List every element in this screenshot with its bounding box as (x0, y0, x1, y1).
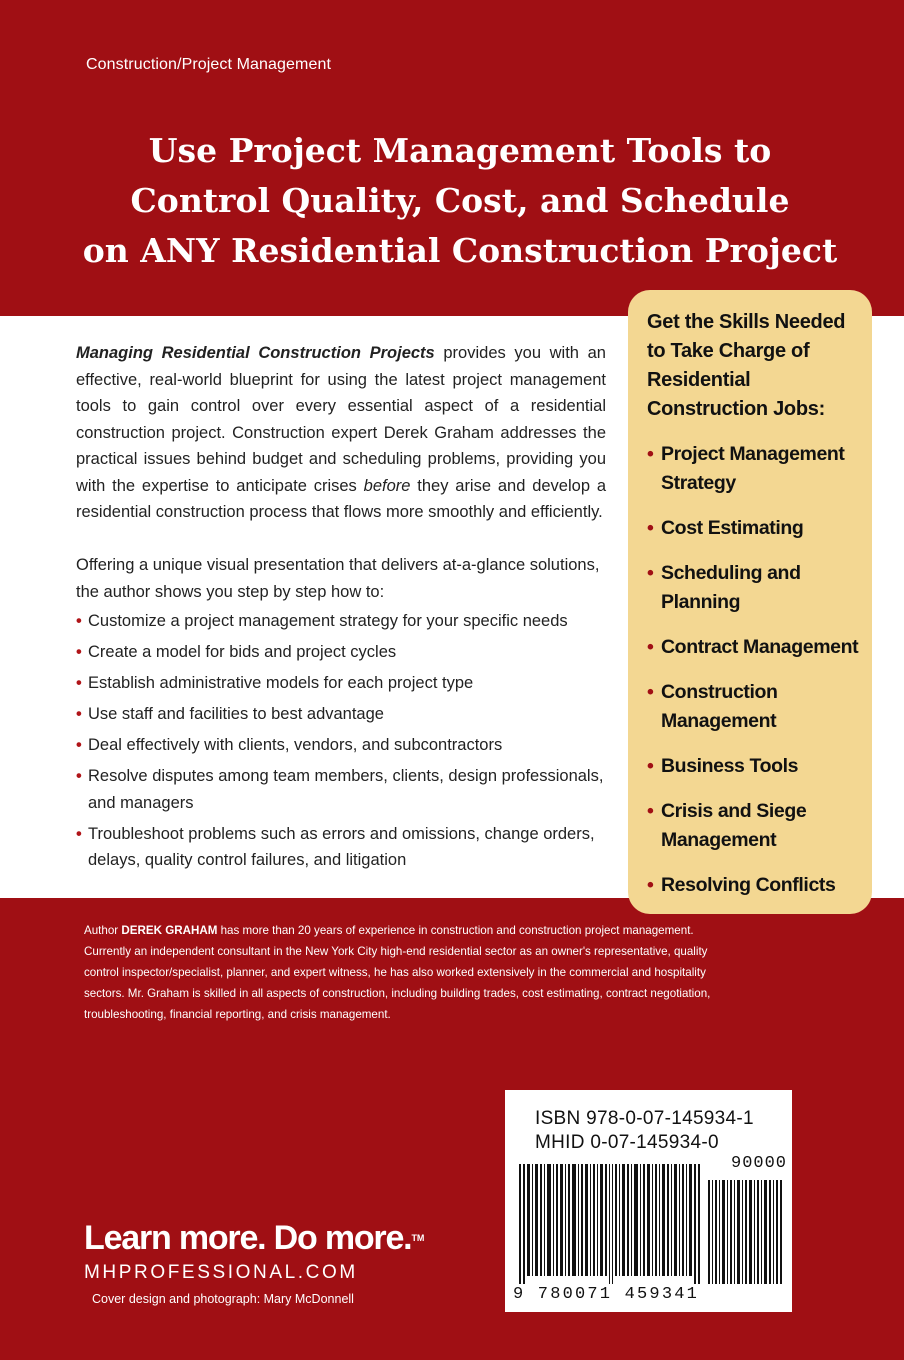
barcode-label (505, 1090, 792, 1312)
skill-item: • Scheduling and Planning (647, 559, 869, 617)
skill-item: • Contract Management (647, 633, 869, 662)
category-label: Construction/Project Management (86, 56, 331, 73)
headline-line-3: on ANY Residential Construction Project (82, 231, 838, 270)
skill-item: • Business Tools (647, 752, 869, 781)
headline-line-1: Use Project Management Tools to (148, 131, 772, 170)
ean-digits: 9 780071 459341 (513, 1285, 700, 1304)
intro-text-2: they arise and develop a residential construction process that flows more smoothly and efficiently. (76, 476, 606, 521)
bullet-icon: • (647, 755, 654, 777)
bullet-icon: • (76, 643, 82, 661)
skill-item: • Construction Management (647, 678, 869, 736)
price-code: 90000 (731, 1154, 788, 1173)
bullet-icon: • (647, 681, 654, 703)
list-item: • Deal effectively with clients, vendors, and subcontractors (76, 732, 606, 759)
skills-list (647, 440, 869, 916)
intro-paragraph-2: Offering a unique visual presentation that delivers at-a-glance solutions, the author shows you step by step how to: (76, 556, 600, 601)
bullet-icon: • (647, 874, 654, 896)
intro-text-1: provides you with an effective, real-world blueprint for using the latest project management tools to gain control over every essential aspect of a residential construction project. Construction expert Derek Graham addresses the practical issues behind budget and scheduling problems, providing you with the expertise to anticipate crises (76, 344, 606, 495)
intro-emphasis: before (363, 476, 411, 495)
author-bio (84, 920, 724, 1025)
bullet-icon: • (647, 562, 654, 584)
bullet-icon: • (647, 443, 654, 465)
bullet-icon: • (76, 612, 82, 630)
publisher-tagline: Learn more. Do more.™ (84, 1219, 425, 1257)
mhid-number: MHID 0-07-145934-0 (535, 1132, 719, 1153)
list-item: • Resolve disputes among team members, clients, design professionals, and managers (76, 763, 606, 816)
author-name: DEREK GRAHAM (121, 924, 218, 937)
bullet-icon: • (647, 517, 654, 539)
author-text: has more than 20 years of experience in construction and construction project management. Currently an independent consultant in the New York City high-end residential sector as an owner's representative, quality control inspector/specialist, planner, and expert witness, he has also worked extensively in the commercial and hospitality sectors. Mr. Graham is skilled in all aspects of construction, including building trades, cost estimating, contract negotiation, troubleshooting, financial reporting, and crisis management. (84, 924, 711, 1021)
cover-credit: Cover design and photograph: Mary McDonnell (92, 1292, 354, 1306)
headline (0, 126, 904, 276)
skill-item: • Crisis and Siege Management (647, 797, 869, 855)
list-item: • Troubleshoot problems such as errors and omissions, change orders, delays, quality control failures, and litigation (76, 821, 606, 874)
author-prefix: Author (84, 924, 122, 937)
bullet-icon: • (76, 767, 82, 785)
skills-callout (628, 290, 872, 914)
barcode-icon (505, 1090, 792, 1312)
bullet-icon: • (76, 736, 82, 754)
list-item: • Use staff and facilities to best advantage (76, 701, 606, 728)
bullet-icon: • (647, 800, 654, 822)
book-title-emphasis: Managing Residential Construction Projects (76, 344, 435, 362)
list-item: • Create a model for bids and project cycles (76, 639, 606, 666)
feature-list (76, 608, 606, 878)
list-item: • Customize a project management strategy for your specific needs (76, 608, 606, 635)
bullet-icon: • (76, 674, 82, 692)
intro-paragraph (76, 340, 606, 526)
skill-item: • Cost Estimating (647, 514, 869, 543)
bullet-icon: • (76, 824, 82, 843)
skill-item: • Project Management Strategy (647, 440, 869, 498)
bullet-icon: • (76, 705, 82, 723)
bullet-icon: • (647, 636, 654, 658)
skill-item: • Resolving Conflicts (647, 871, 869, 900)
skills-title: Get the Skills Needed to Take Charge of Residential Construction Jobs: (647, 311, 846, 420)
trademark-mark: TM (411, 1233, 425, 1243)
list-item: • Establish administrative models for each project type (76, 670, 606, 697)
headline-line-2: Control Quality, Cost, and Schedule (130, 181, 790, 220)
publisher-website: MHPROFESSIONAL.COM (84, 1262, 358, 1283)
isbn-number: ISBN 978-0-07-145934-1 (535, 1108, 754, 1129)
